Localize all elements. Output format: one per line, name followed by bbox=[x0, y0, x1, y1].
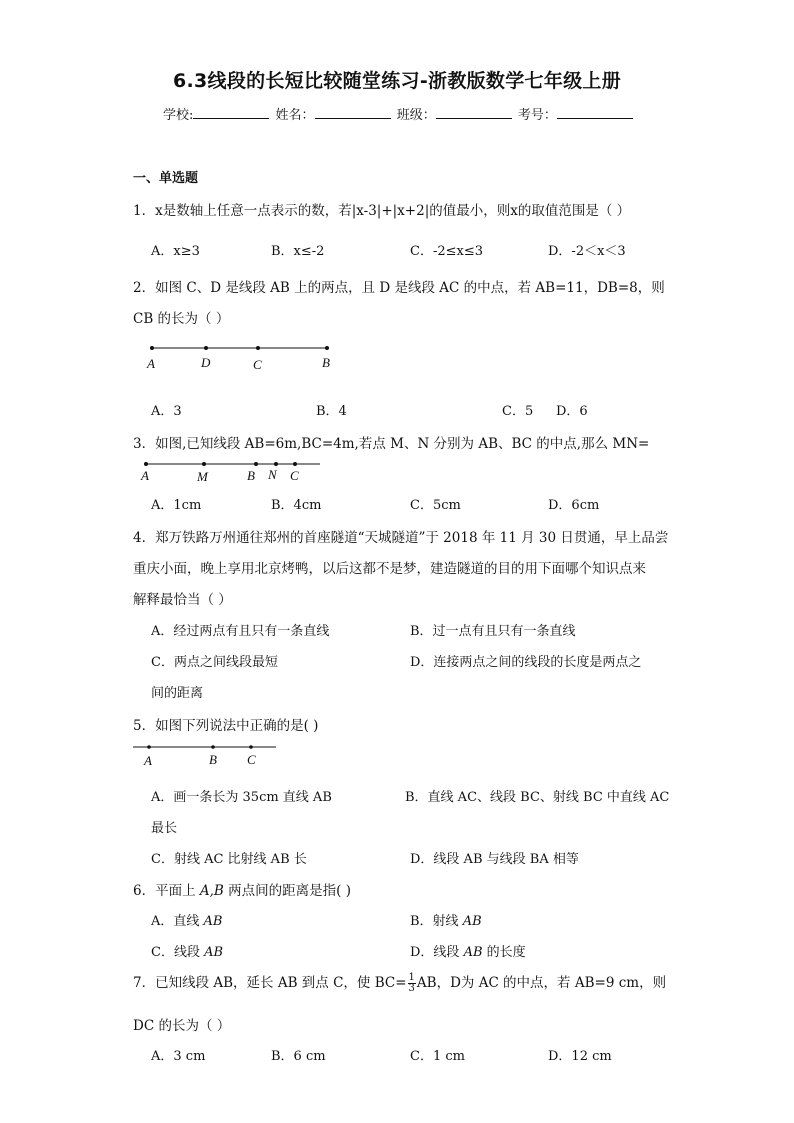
q1-option-b[interactable]: B．x≤-2 bbox=[271, 244, 325, 259]
q1-option-c[interactable]: C．-2≤x≤3 bbox=[410, 244, 483, 259]
q4-option-b[interactable]: B．过一点有且只有一条直线 bbox=[410, 624, 576, 639]
q3-label-c: C bbox=[290, 468, 299, 483]
q5-option-a[interactable]: A．画一条长为 35cm 直线 AB bbox=[151, 790, 332, 805]
q2-option-c[interactable]: C．5 bbox=[502, 404, 534, 419]
q2-option-a[interactable]: A．3 bbox=[151, 404, 182, 419]
exam-no-blank[interactable] bbox=[557, 106, 633, 119]
question-7-stem-line2: DC 的长为（ ） bbox=[133, 1018, 231, 1034]
question-1-stem: 1．x是数轴上任意一点表示的数，若|x-3|+|x+2|的值最小，则x的取值范围是（ ） bbox=[133, 203, 631, 219]
q6-option-c[interactable] bbox=[151, 941, 223, 960]
q5-label-c: C bbox=[247, 752, 256, 767]
q2-label-d: D bbox=[201, 355, 211, 370]
name-label: 姓名： bbox=[275, 108, 315, 123]
q2-label-c: C bbox=[253, 357, 262, 372]
q2-label-b: B bbox=[322, 355, 330, 370]
question-7-stem-line1 bbox=[133, 971, 666, 994]
q1-option-d[interactable]: D．-2＜x＜3 bbox=[548, 244, 626, 259]
q3-label-a: A bbox=[141, 468, 149, 483]
q3-option-d[interactable]: D．6cm bbox=[548, 498, 600, 513]
question-3-stem: 3．如图,已知线段 AB=6m,BC=4m,若点 M、N 分别为 AB、BC 的中点,那么 MN= bbox=[133, 436, 650, 452]
q6-option-d-suffix: 的长度 bbox=[482, 945, 526, 960]
q7-option-c[interactable]: C．1 cm bbox=[410, 1049, 465, 1064]
q3-option-c[interactable]: C．5cm bbox=[410, 498, 461, 513]
question-2-stem-line2: CB 的长为（ ） bbox=[133, 311, 230, 327]
class-label: 班级： bbox=[396, 108, 436, 123]
q6-option-c-text: C．线段 bbox=[151, 945, 205, 960]
q7-option-a[interactable]: A．3 cm bbox=[151, 1049, 206, 1064]
q6-stem-pre: 6．平面上 bbox=[133, 883, 200, 899]
q2-segment-figure bbox=[145, 342, 345, 382]
q7-stem-post: AB，D为 AC 的中点，若 AB=9 cm，则 bbox=[416, 975, 667, 991]
q6-stem-points: A,B bbox=[199, 883, 224, 899]
school-blank[interactable] bbox=[193, 106, 269, 119]
q2-option-d[interactable]: D．6 bbox=[556, 404, 588, 419]
question-4-stem-line3: 解释最恰当（ ） bbox=[133, 592, 232, 608]
student-info-line bbox=[163, 104, 635, 123]
q2-label-a: A bbox=[147, 356, 155, 371]
q4-option-c[interactable]: C．两点之间线段最短 bbox=[151, 655, 278, 670]
q5-line-figure bbox=[133, 742, 283, 756]
q6-option-a-text: A．直线 bbox=[151, 914, 204, 929]
q3-label-m: M bbox=[197, 469, 208, 484]
q6-stem-post: 两点间的距离是指( ) bbox=[223, 883, 351, 899]
page-title: 6.3线段的长短比较随堂练习-浙教版数学七年级上册 bbox=[172, 70, 622, 92]
q6-option-d-symbol: AB bbox=[463, 945, 483, 960]
q7-stem-pre: 7．已知线段 AB，延长 AB 到点 C，使 BC= bbox=[133, 975, 407, 991]
q6-option-c-symbol: AB bbox=[204, 945, 224, 960]
q4-option-a[interactable]: A．经过两点有且只有一条直线 bbox=[151, 624, 330, 639]
q3-option-b[interactable]: B．4cm bbox=[271, 498, 322, 513]
name-blank[interactable] bbox=[315, 106, 391, 119]
q6-option-a-symbol: AB bbox=[203, 914, 223, 929]
q5-label-a: A bbox=[144, 753, 152, 768]
q3-label-b: B bbox=[247, 468, 255, 483]
q6-option-b-symbol: AB bbox=[462, 914, 482, 929]
q5-option-c[interactable]: C．射线 AC 比射线 AB 长 bbox=[151, 852, 307, 867]
question-4-stem-line2: 重庆小面，晚上享用北京烤鸭，以后这都不是梦，建造隧道的目的用下面哪个知识点来 bbox=[133, 561, 646, 577]
q7-fraction bbox=[408, 973, 416, 994]
q4-option-d[interactable]: D．连接两点之间的线段的长度是两点之 bbox=[410, 655, 642, 670]
q6-option-b[interactable] bbox=[410, 910, 482, 929]
q3-segment-figure bbox=[140, 458, 330, 478]
q6-option-d[interactable] bbox=[410, 941, 526, 960]
q6-option-b-text: B．射线 bbox=[410, 914, 463, 929]
q7-option-d[interactable]: D．12 cm bbox=[548, 1049, 612, 1064]
exam-no-label: 考号： bbox=[517, 108, 557, 123]
q5-option-b[interactable]: B．直线 AC、线段 BC、射线 BC 中直线 AC bbox=[405, 790, 670, 805]
q1-option-a[interactable]: A．x≥3 bbox=[151, 244, 200, 259]
question-4-stem-line1: 4．郑万铁路万州通往郑州的首座隧道“天城隧道”于 2018 年 11 月 30 日贯通，早上品尝 bbox=[133, 530, 669, 546]
q7-fraction-numerator: 1 bbox=[408, 972, 415, 983]
q3-label-n: N bbox=[268, 467, 277, 482]
question-5-stem: 5．如图下列说法中正确的是( ) bbox=[133, 718, 319, 734]
q6-option-d-text: D．线段 bbox=[410, 945, 464, 960]
q5-option-d[interactable]: D．线段 AB 与线段 BA 相等 bbox=[410, 852, 579, 867]
q3-option-a[interactable]: A．1cm bbox=[151, 498, 202, 513]
q6-option-a[interactable] bbox=[151, 910, 222, 929]
question-6-stem bbox=[133, 879, 351, 899]
question-2-stem-line1: 2．如图 C、D 是线段 AB 上的两点，且 D 是线段 AC 的中点，若 AB=11，DB=8，则 bbox=[133, 280, 665, 296]
q2-option-b[interactable]: B．4 bbox=[316, 404, 347, 419]
q4-option-d-continued: 间的距离 bbox=[151, 686, 204, 701]
class-blank[interactable] bbox=[436, 106, 512, 119]
school-label: 学校: bbox=[163, 108, 194, 123]
q5-option-b-continued: 最长 bbox=[151, 821, 178, 836]
q7-option-b[interactable]: B．6 cm bbox=[271, 1049, 326, 1064]
section-title: 一、单选题 bbox=[133, 171, 199, 186]
q5-label-b: B bbox=[209, 752, 217, 767]
q7-fraction-denominator: 3 bbox=[408, 983, 415, 994]
